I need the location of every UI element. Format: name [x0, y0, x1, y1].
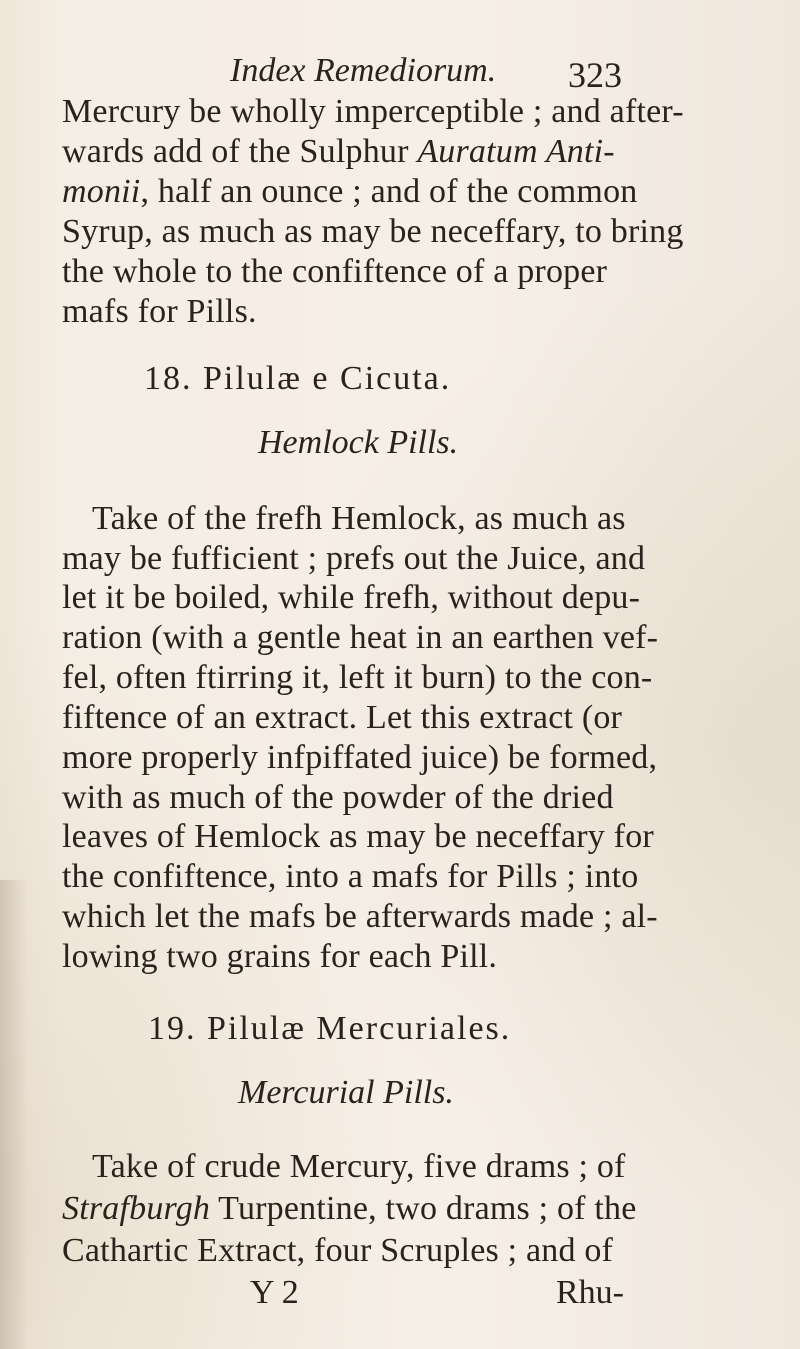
- text-line: let it be boiled, while frefh, without depu-: [62, 579, 641, 616]
- text-line: [62, 173, 637, 211]
- italic-term: Strafburgh: [62, 1190, 211, 1227]
- text-line: Syrup, as much as may be neceffary, to bring: [62, 213, 684, 250]
- text-line: may be fufficient ; prefs out the Juice, and: [62, 540, 646, 577]
- section-subheading: Mercurial Pills.: [238, 1074, 454, 1111]
- text-line: more properly infpiffated juice) be formed,: [62, 739, 658, 776]
- text-line: Take of the frefh Hemlock, as much as: [92, 500, 626, 537]
- running-title: Index Remediorum.: [230, 52, 497, 89]
- italic-term: Auratum Anti-: [417, 133, 615, 170]
- text-span: wards add of the Sulphur: [62, 133, 418, 170]
- text-line: the whole to the confiftence of a proper: [62, 253, 608, 290]
- text-line: Mercury be wholly imperceptible ; and after-: [62, 93, 684, 130]
- section-heading: 19. Pilulæ Mercuriales.: [148, 1010, 512, 1047]
- text-line: with as much of the powder of the dried: [62, 779, 614, 816]
- page-number: 323: [568, 55, 622, 95]
- text-span: Turpentine, two drams ; of the: [210, 1190, 637, 1227]
- text-span: , half an ounce ; and of the common: [140, 173, 638, 210]
- text-line: mafs for Pills.: [62, 293, 257, 330]
- text-line: lowing two grains for each Pill.: [62, 938, 498, 975]
- text-line: which let the mafs be afterwards made ; al-: [62, 898, 658, 935]
- text-line: [62, 133, 615, 171]
- text-line: [62, 1190, 637, 1228]
- catchword: Rhu-: [556, 1274, 624, 1311]
- text-line: fiftence of an extract. Let this extract (or: [62, 699, 623, 736]
- section-heading: 18. Pilulæ e Cicuta.: [144, 360, 452, 397]
- text-line: the confiftence, into a mafs for Pills ; into: [62, 858, 639, 895]
- section-subheading: Hemlock Pills.: [258, 424, 459, 461]
- text-line: fel, often ftirring it, left it burn) to the con-: [62, 659, 653, 696]
- text-line: leaves of Hemlock as may be neceffary for: [62, 818, 654, 855]
- italic-term: monii: [62, 173, 141, 210]
- text-line: Take of crude Mercury, five drams ; of: [92, 1148, 626, 1185]
- text-line: Cathartic Extract, four Scruples ; and of: [62, 1232, 614, 1269]
- signature-mark: Y 2: [250, 1274, 299, 1311]
- text-line: ration (with a gentle heat in an earthen vef-: [62, 619, 659, 656]
- page-edge-shadow: [0, 880, 28, 1349]
